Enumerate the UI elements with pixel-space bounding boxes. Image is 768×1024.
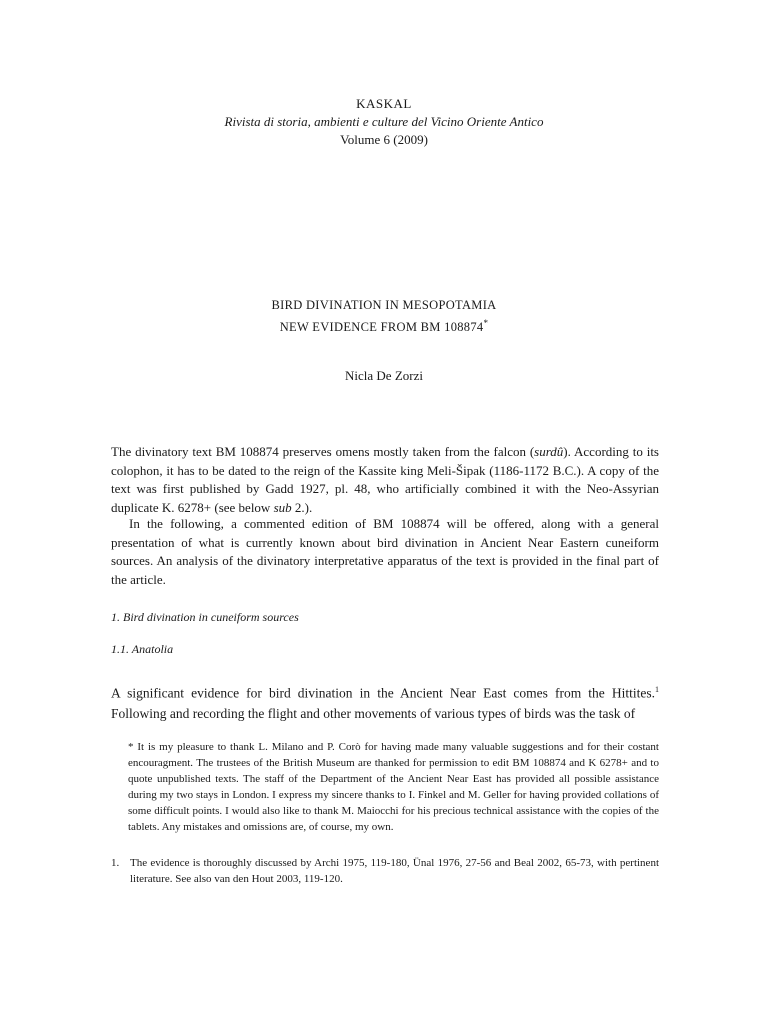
footnote-1-text: The evidence is thoroughly discussed by Archi 1975, 119-180, Ünal 1976, 27-56 and Beal 2002, 65-73, with pertinent literature. See also van den Hout 2003, 119-120. [130,857,659,885]
article-title [0,296,768,336]
p1-term-surdu: surdû [534,444,564,459]
footnote-1-ref[interactable]: 1 [655,685,659,694]
p1-part-a: The divinatory text BM 108874 preserves omens mostly taken from the falcon ( [111,444,535,459]
footnote-star [128,739,659,835]
article-title-line2-text: NEW EVIDENCE FROM BM 108874 [279,320,484,335]
journal-header [0,95,768,149]
p1-part-c: 2.). [291,499,313,515]
p1-sub: sub [273,499,292,515]
paragraph-2: In the following, a commented edition of BM 108874 will be offered, along with a general presentation of what is currently known about bird divination in Ancient Near Eastern cuneiform sources. An analysis of the divinatory interpretative apparatus of the text is provided in the final part of the article. [111,516,659,587]
journal-name: KASKAL [356,96,412,111]
footnote-1 [111,855,659,887]
p3-part-b: Following and recording the flight and other movements of various types of birds was the task of [111,705,636,721]
journal-subtitle: Rivista di storia, ambienti e culture del Vicino Oriente Antico [224,114,544,129]
paragraph-1 [111,443,659,517]
paragraph-3 [111,680,659,724]
article-title-line2 [0,314,768,336]
p3-part-a: A significant evidence for bird divination in the Ancient Near East comes from the Hittites. [111,685,655,701]
section-heading-1-1: 1.1. Anatolia [111,642,174,656]
section-heading-1: 1. Bird divination in cuneiform sources [111,610,299,624]
footnote-star-ref[interactable]: * [483,318,489,328]
author-name: Nicla De Zorzi [345,368,423,383]
footnote-star-mark: * [128,741,138,753]
footnote-star-text: It is my pleasure to thank L. Milano and P. Corò for having made many valuable suggestions and for their costant encouragment. The trustees of the British Museum are thanked for permission to edit BM 108874 and K 6278+ and to quote unpublished texts. The staff of the Department of the Ancient Near East has provided all possible assistance during my two stays in London. I express my sincere thanks to I. Finkel and M. Geller for having provided collations of some difficult points. I would also like to thank M. Maiocchi for his precious technical assistance with the copies of the tablets. Any mistakes and omissions are, of course, my own. [128,741,659,833]
footnote-1-number: 1. [111,857,120,869]
article-title-line1: BIRD DIVINATION IN MESOPOTAMIA [271,298,497,312]
p1-part-b: ). According to its colophon, it has to be dated to the reign of the Kassite king Meli-Šipak (1186-1172 B.C.). A copy of the text was first published by Gadd 1927, pl. 48, who artificially combined it with the Neo-Assyrian duplicate K. 6278+ (see below [111,444,659,515]
journal-volume: Volume 6 (2009) [340,132,428,147]
